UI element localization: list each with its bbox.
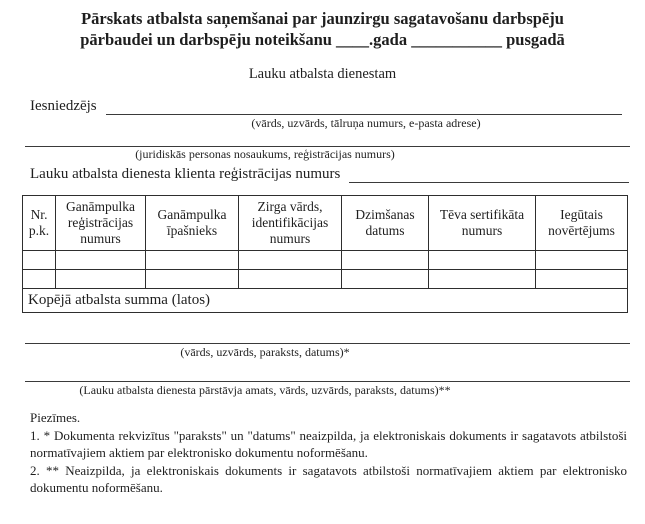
document-title-line1: Pārskats atbalsta saņemšanai par jaunzirgu sagatavošanu darbspēju [81,9,564,28]
table-cell-empty [342,251,429,270]
table-cell-empty [23,270,56,289]
table-cell-empty [146,251,239,270]
table-cell-empty [239,270,342,289]
notes-heading: Piezīmes. [30,410,81,425]
document-title-line2: pārbaudei un darbspēju noteikšanu ____.gada ___________ pusgadā [80,30,565,49]
table-cell-empty [23,251,56,270]
table-cell-empty [146,270,239,289]
signature-fill-line-applicant [25,343,630,344]
table-cell-empty [342,270,429,289]
table-column-header-sire-certificate: Tēva sertifikāta numurs [429,196,536,251]
table-cell-empty [239,251,342,270]
table-cell-empty [536,270,628,289]
applicant-label: Iesniedzējs [30,98,97,114]
client-number-label: Lauku atbalsta dienesta klienta reģistrācijas numurs [30,166,341,182]
table-total-support-label: Kopējā atbalsta summa (latos) [23,289,628,313]
applicant-caption: (vārds, uzvārds, tālruņa numurs, e-pasta adrese) [251,116,481,130]
addressee-line: Lauku atbalsta dienestam [248,66,397,82]
document-title [0,8,645,50]
table-cell-empty [429,251,536,270]
note-2: 2. ** Neaizpilda, ja elektroniskais dokuments ir sagatavots atbilstoši normatīvajiem aktiem par elektronisko dokumentu noformēšanu. [30,462,627,495]
table-row [23,251,628,270]
table-cell-empty [536,251,628,270]
table-column-header-nr: Nr. p.k. [23,196,56,251]
table-header-row [23,196,628,251]
client-number-fill-line [349,165,629,183]
table-column-header-obtained-score: Iegūtais novērtējums [536,196,628,251]
table-row [23,270,628,289]
note-1: 1. * Dokumenta rekvizītus "paraksts" un "datums" neaizpilda, ja elektroniskais dokuments ir sagatavots atbilstoši normatīvajiem aktiem par elektronisko dokumentu noformēšanu. [30,427,627,460]
table-column-header-herd-owner: Ganāmpulka īpašnieks [146,196,239,251]
signature-caption-official: (Lauku atbalsta dienesta pārstāvja amats, vārds, uzvārds, paraksts, datums)** [79,383,451,397]
table-cell-empty [56,251,146,270]
table-cell-empty [429,270,536,289]
legal-entity-caption: (juridiskās personas nosaukums, reģistrācijas numurs) [135,147,395,161]
applicant-field-row [30,97,622,115]
table-footer-row [23,289,628,313]
table-column-header-herd-reg-number: Ganāmpulka reģistrācijas numurs [56,196,146,251]
client-number-field-row [30,165,629,183]
signature-fill-line-official [25,381,630,382]
notes-section [30,409,627,497]
signature-caption-applicant: (vārds, uzvārds, paraksts, datums)* [180,345,350,359]
table-cell-empty [56,270,146,289]
table-column-header-birth-date: Dzimšanas datums [342,196,429,251]
table-column-header-horse-name-id: Zirga vārds, identifikācijas numurs [239,196,342,251]
applicant-fill-line [106,97,622,115]
horses-table [22,195,628,313]
